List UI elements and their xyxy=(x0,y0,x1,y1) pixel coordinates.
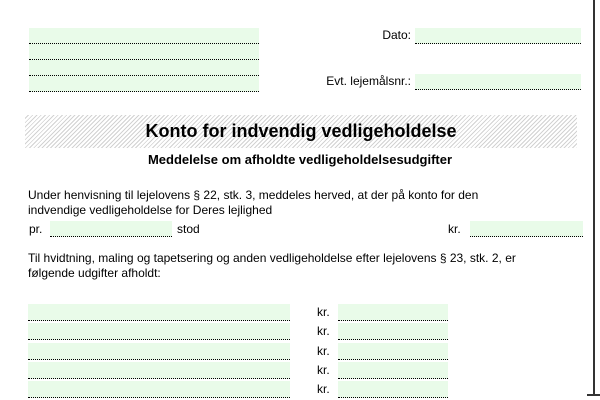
address-block xyxy=(29,28,259,92)
expense-amount-4-input[interactable] xyxy=(338,362,448,379)
expense-amount-2-input[interactable] xyxy=(338,323,448,340)
balance-date-input[interactable] xyxy=(50,221,172,237)
expense-list xyxy=(28,302,458,398)
expense-kr-label-1: kr. xyxy=(317,305,330,320)
intro-line-1: Under henvisning til lejelovens § 22, stk. 3, meddeles herved, at der på konto for den xyxy=(28,188,479,202)
address-line-3-input[interactable] xyxy=(29,60,259,76)
address-line-1-input[interactable] xyxy=(29,28,259,44)
expense-description-4-input[interactable] xyxy=(28,362,290,379)
expense-description-1-input[interactable] xyxy=(28,304,290,321)
expense-row xyxy=(28,379,458,398)
expense-amount-5-input[interactable] xyxy=(338,381,448,398)
address-line-2-input[interactable] xyxy=(29,44,259,60)
tenancy-number-label: Evt. lejemålsnr.: xyxy=(326,74,411,88)
balance-amount-input[interactable] xyxy=(470,221,583,237)
expense-row xyxy=(28,360,458,379)
expense-row xyxy=(28,302,458,321)
expense-row xyxy=(28,321,458,340)
expense-description-3-input[interactable] xyxy=(28,343,290,360)
expenses-paragraph xyxy=(28,251,516,281)
expense-row xyxy=(28,340,458,359)
expenses-line-2: følgende udgifter afholdt: xyxy=(28,266,161,280)
expenses-line-1: Til hvidtning, maling og tapetsering og anden vedligeholdelse efter lejelovens § 23, stk. 2, er xyxy=(28,251,516,265)
date-label: Dato: xyxy=(382,28,411,42)
window-right-border xyxy=(593,0,595,395)
expense-kr-label-5: kr. xyxy=(317,381,330,396)
expense-kr-label-4: kr. xyxy=(317,362,330,377)
expense-description-2-input[interactable] xyxy=(28,323,290,340)
tenancy-number-input[interactable] xyxy=(415,74,581,90)
expense-kr-label-3: kr. xyxy=(317,343,330,358)
pr-label: pr. xyxy=(29,222,43,236)
expense-amount-3-input[interactable] xyxy=(338,343,448,360)
stod-label: stod xyxy=(177,222,200,236)
intro-paragraph xyxy=(28,188,478,218)
form-title: Konto for indvendig vedligeholdelse xyxy=(25,115,577,148)
form-subtitle: Meddelelse om afholdte vedligeholdelsesudgifter xyxy=(147,152,453,167)
address-line-4-input[interactable] xyxy=(29,76,259,92)
expense-description-5-input[interactable] xyxy=(28,381,290,398)
expense-kr-label-2: kr. xyxy=(317,324,330,339)
balance-kr-label: kr. xyxy=(448,222,461,236)
date-input[interactable] xyxy=(415,28,581,44)
window-bottom-corner-border xyxy=(587,394,600,396)
expense-amount-1-input[interactable] xyxy=(338,304,448,321)
intro-line-2: indvendige vedligeholdelse for Deres lejlighed xyxy=(28,203,273,217)
